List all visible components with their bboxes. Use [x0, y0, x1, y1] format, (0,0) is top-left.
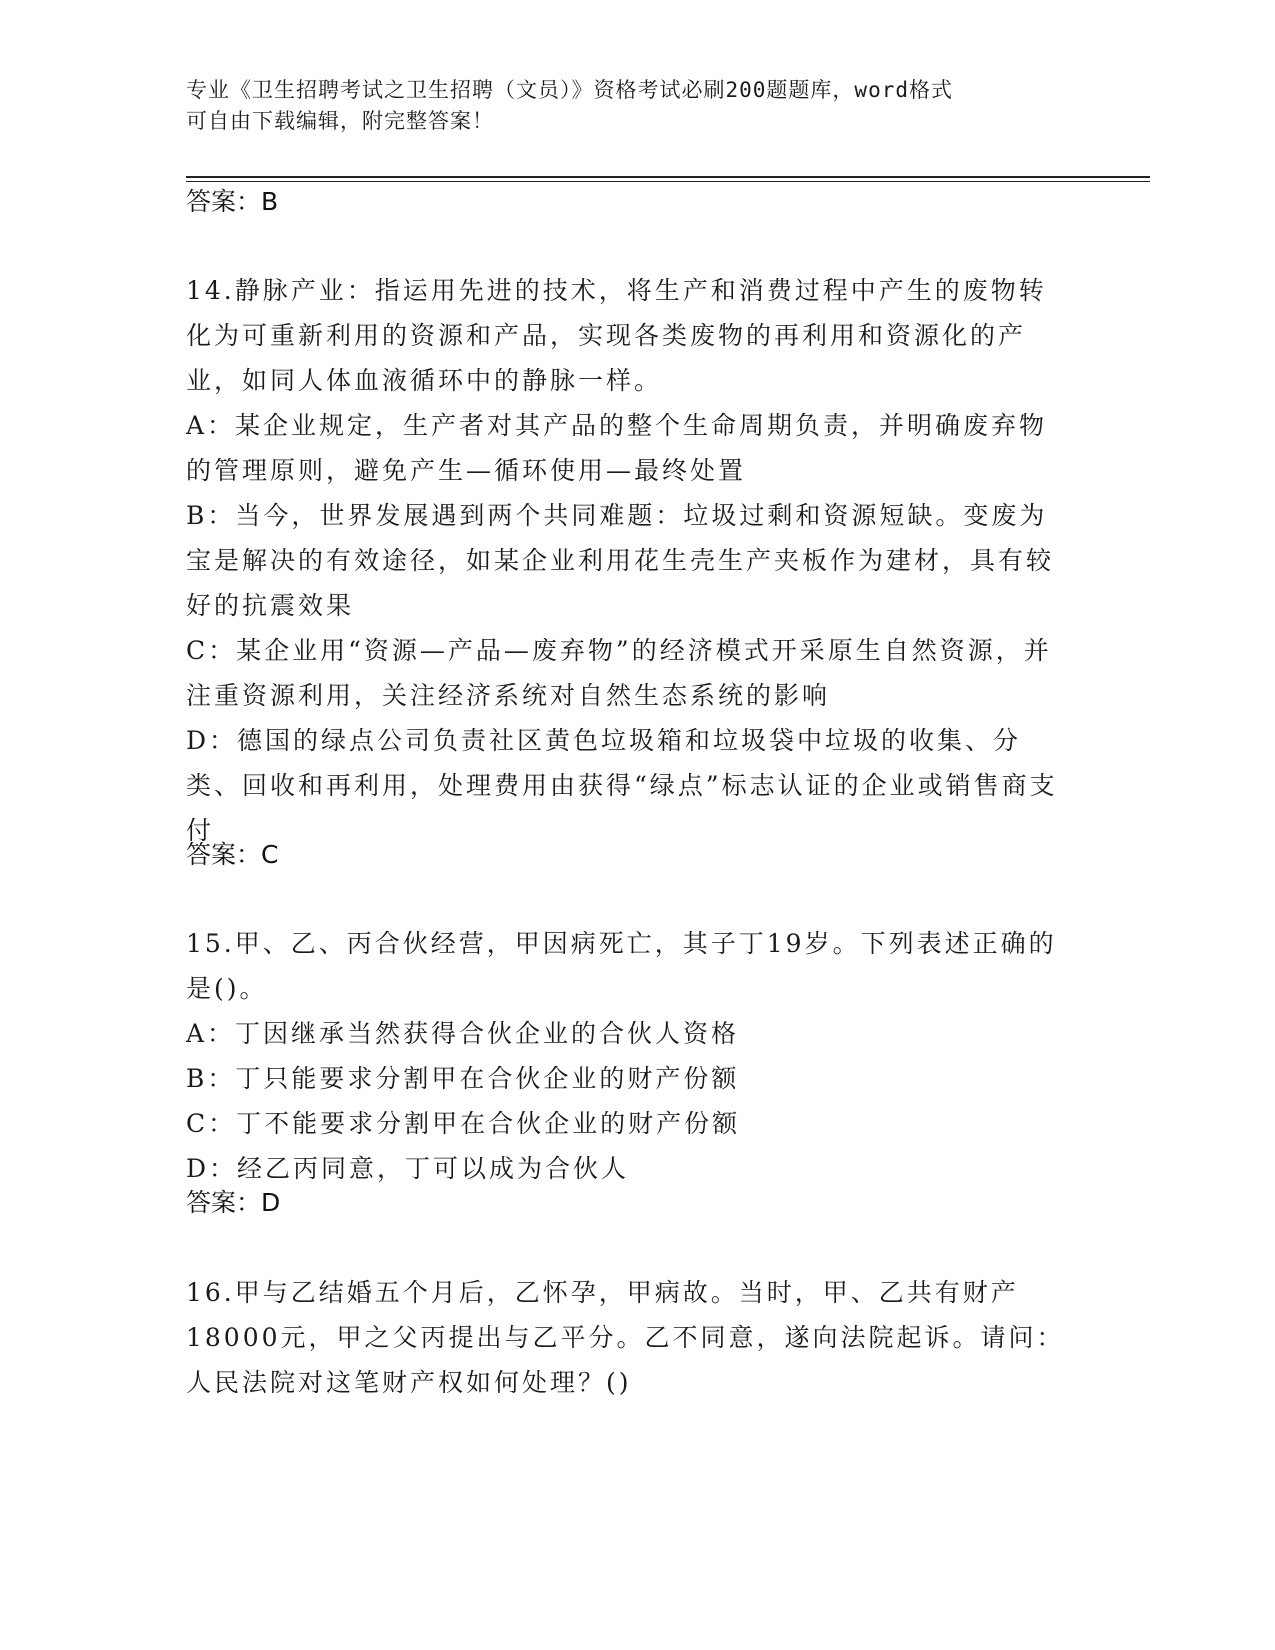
header-line-2: 可自由下载编辑，附完整答案！	[186, 109, 494, 133]
header-divider-thick	[186, 176, 1150, 178]
question-15	[186, 921, 1066, 1191]
question-14-option-b: B：当今，世界发展遇到两个共同难题：垃圾过剩和资源短缺。变废为宝是解决的有效途径，如某企业利用花生壳生产夹板作为建材，具有较好的抗震效果	[186, 501, 1055, 620]
question-16	[186, 1270, 1066, 1405]
question-15-text: 15.甲、乙、丙合伙经营，甲因病死亡，其子丁19岁。下列表述正确的是()。	[186, 929, 1057, 1003]
question-14-option-a: A：某企业规定，生产者对其产品的整个生命周期负责，并明确废弃物的管理原则，避免产生—循环使用—最终处置	[186, 411, 1048, 485]
question-14-text: 14.静脉产业：指运用先进的技术，将生产和消费过程中产生的废物转化为可重新利用的资源和产品，实现各类废物的再利用和资源化的产业，如同人体血液循环中的静脉一样。	[186, 276, 1047, 395]
document-header	[186, 75, 1086, 137]
question-14	[186, 268, 1066, 853]
question-16-text: 16.甲与乙结婚五个月后，乙怀孕，甲病故。当时，甲、乙共有财产18000元，甲之父丙提出与乙平分。乙不同意，遂向法院起诉。请问：人民法院对这笔财产权如何处理？()	[186, 1278, 1065, 1397]
header-line-1: 专业《卫生招聘考试之卫生招聘（文员）》资格考试必刷200题题库，word格式	[186, 78, 953, 102]
question-15-option-b: B：丁只能要求分割甲在合伙企业的财产份额	[186, 1064, 740, 1093]
answer-13: 答案：B	[186, 187, 279, 216]
answer-14: 答案：C	[186, 840, 279, 869]
question-15-option-d: D：经乙丙同意，丁可以成为合伙人	[186, 1154, 630, 1183]
question-15-option-c: C：丁不能要求分割甲在合伙企业的财产份额	[186, 1109, 741, 1138]
header-divider-thin	[186, 181, 1150, 182]
question-15-option-a: A：丁因继承当然获得合伙企业的合伙人资格	[186, 1019, 740, 1048]
answer-15: 答案：D	[186, 1188, 281, 1217]
question-14-option-c: C：某企业用“资源—产品—废弃物”的经济模式开采原生自然资源，并注重资源利用，关注经济系统对自然生态系统的影响	[186, 636, 1052, 710]
question-14-option-d: D：德国的绿点公司负责社区黄色垃圾箱和垃圾袋中垃圾的收集、分类、回收和再利用，处理费用由获得“绿点”标志认证的企业或销售商支付	[186, 726, 1058, 845]
